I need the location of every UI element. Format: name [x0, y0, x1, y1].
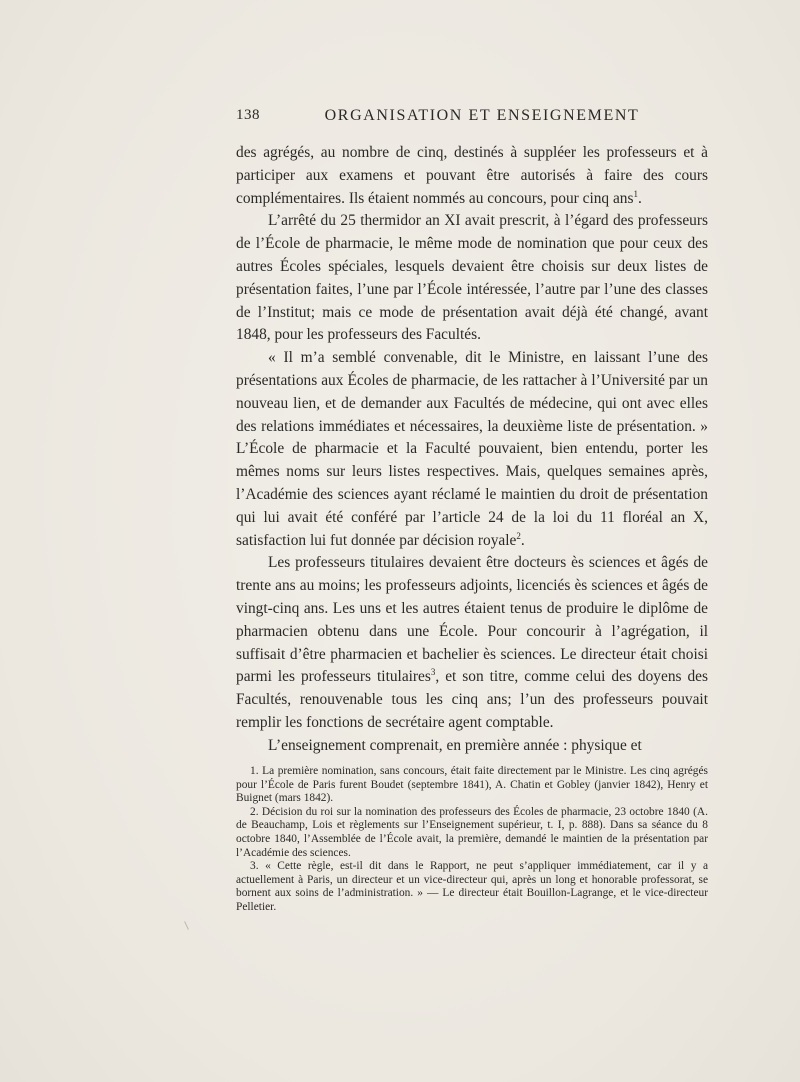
footnote-ref: 3 — [430, 667, 436, 678]
paragraph — [236, 552, 708, 734]
paragraph-text: . — [520, 531, 525, 549]
footnotes — [236, 765, 708, 915]
paper-speck — [184, 921, 189, 930]
paragraph-text: Les professeurs titulaires devaient être docteurs ès sciences et âgés de trente ans au moins; les professeurs adjoints, licenciés ès sciences et âgés de vingt-cinq ans. Les uns et les autres étaient tenus de produire le diplôme de pharmacien obtenu dans une École. Pour concourir à l’agrégation, il suffisait d’être pharmacien et bachelier ès sciences. Le directeur était choisi parmi les professeurs titulaires — [236, 554, 708, 686]
footnote-ref: 1 — [633, 188, 638, 199]
paragraph — [236, 347, 708, 552]
page-number: 138 — [236, 107, 260, 123]
running-head — [236, 107, 708, 131]
paragraph: L’arrêté du 25 thermidor an XI avait prescrit, à l’égard des professeurs de l’École de pharmacie, le même mode de nomination que pour ceux des autres Écoles spéciales, lesquels devaient être choisis sur deux listes de présentation faites, l’une par l’École intéressée, l’autre par l’une des classes de l’Institut; mais ce mode de présentation avait déjà été changé, avant 1848, pour les professeurs des Facultés. — [236, 212, 708, 344]
footnote: 2. Décision du roi sur la nomination des professeurs des Écoles de pharmacie, 23 octobre 1840 (A. de Beauchamp, Lois et règlements sur l’Enseignement supérieur, t. I, p. 888). Dans sa séance du 8 octobre 1840, l’Assemblée de l’École avait, la première, demandé le maintien de la présentation par l’Académie des sciences. — [236, 805, 708, 859]
paragraph: L’enseignement comprenait, en première année : physique et — [268, 736, 642, 754]
paragraph-text: des agrégés, au nombre de cinq, destinés à suppléer les professeurs et à participer aux examens et pouvant être autorisés à faire des cours complémentaires. Ils étaient nommés au concours, pour cinq ans — [236, 144, 708, 207]
footnote: 3. « Cette règle, est-il dit dans le Rapport, ne peut s’appliquer immédiatement, car il y a actuellement à Paris, un directeur et un vice-directeur qui, après un long et honorable professorat, se bornent aux soins de l’administration. » — Le directeur était Bouillon-Lagrange, et le vice-directeur Pelletier. — [236, 860, 708, 913]
running-title: ORGANISATION ET ENSEIGNEMENT — [324, 107, 640, 124]
body-text — [236, 142, 708, 758]
paragraph-text: « Il m’a semblé convenable, dit le Ministre, en laissant l’une des présentations aux Écoles de pharmacie, de les rattacher à l’Université par un nouveau lien, et de demander aux Facultés de médecine, qui ont avec elles des relations immédiates et nécessaires, la deuxième liste de présentation. » L’École de pharmacie et la Faculté pouvaient, bien entendu, porter les mêmes noms sur leurs listes respectives. Mais, quelques semaines après, l’Académie des sciences ayant réclamé le maintien du droit de présentation qui lui avait été conféré par l’article 24 de la loi du 11 floréal an X, satisfaction lui fut donnée par décision royale — [236, 349, 708, 549]
paragraph — [236, 142, 708, 210]
footnote: 1. La première nomination, sans concours, était faite directement par le Ministre. Les cinq agrégés pour l’École de Paris furent Boudet (septembre 1841), A. Chatin et Gobley (janvier 1842), Henry et Buignet (mars 1842). — [236, 765, 708, 805]
paragraph-text: . — [637, 189, 642, 207]
footnote-ref: 2 — [516, 530, 521, 541]
paragraph-text: , et son titre, comme celui des doyens des Facultés, renouvenable tous les cinq ans; l’un des professeurs pouvait remplir les fonctions de secrétaire agent comptable. — [236, 668, 709, 731]
